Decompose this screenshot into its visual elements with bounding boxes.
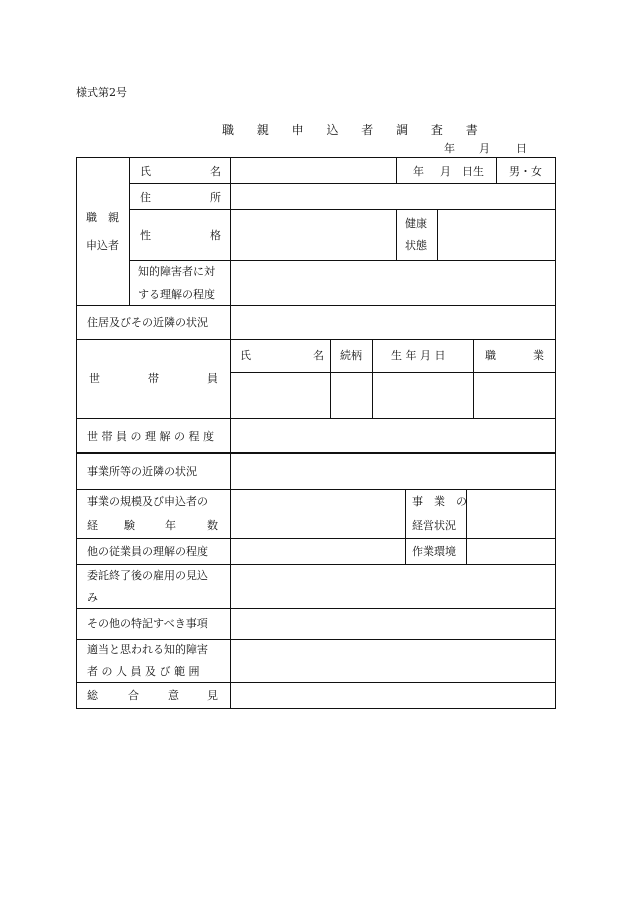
suitable-range-label-2: 者 の 人 員 及 び 範 囲	[87, 665, 200, 678]
overall-opinion-label-3: 意	[168, 689, 179, 702]
health-label-2: 状態	[405, 239, 427, 252]
household-col-name-right: 名	[313, 349, 324, 362]
household-label-3: 員	[207, 372, 218, 385]
document-title: 職 親 申 込 者 調 査 書	[222, 123, 488, 137]
business-scale-label-2d: 数	[207, 519, 218, 532]
applicant-group-label-2: 申込者	[86, 239, 119, 252]
business-status-label-2: 経営状況	[412, 519, 456, 532]
suitable-range-label-1: 適当と思われる知的障害	[87, 643, 208, 656]
household-understanding-field[interactable]	[230, 418, 556, 454]
employment-outlook-label-2: み	[87, 591, 98, 604]
birth-day-label: 日生	[462, 165, 484, 178]
form-number: 様式第2号	[76, 86, 127, 99]
business-status-label-1: 事 業 の	[412, 495, 467, 508]
employment-outlook-label-1: 委託終了後の雇用の見込	[87, 569, 208, 582]
special-notes-field[interactable]	[230, 608, 556, 640]
understanding-label-2: する理解の程度	[138, 288, 215, 301]
overall-opinion-field[interactable]	[230, 682, 556, 709]
business-scale-label-2b: 験	[124, 519, 135, 532]
name-label-left: 氏	[140, 165, 151, 178]
name-label-right: 名	[210, 165, 221, 178]
overall-opinion-label-1: 総	[87, 689, 98, 702]
household-col-relation-label: 続柄	[340, 349, 362, 362]
residence-label: 住居及びその近隣の状況	[87, 316, 208, 329]
employment-outlook-field[interactable]	[230, 564, 556, 609]
business-neighborhood-label: 事業所等の近隣の状況	[87, 465, 197, 478]
household-label-2: 帯	[148, 372, 159, 385]
address-field[interactable]	[230, 183, 556, 210]
understanding-label-1: 知的障害者に対	[138, 265, 215, 278]
character-field[interactable]	[230, 209, 397, 261]
household-label-1: 世	[89, 372, 100, 385]
residence-field[interactable]	[230, 305, 556, 340]
birth-month-label: 月	[440, 165, 451, 178]
household-relation-field[interactable]	[330, 372, 373, 419]
date-day-label: 日	[516, 142, 527, 155]
other-employees-label: 他の従業員の理解の程度	[87, 545, 208, 558]
overall-opinion-label-2: 合	[128, 689, 139, 702]
business-status-field[interactable]	[466, 489, 556, 539]
household-col-birth-label: 生 年 月 日	[391, 349, 446, 362]
overall-opinion-label-4: 見	[207, 689, 218, 702]
work-environment-field[interactable]	[466, 538, 556, 565]
applicant-group-cell	[76, 157, 130, 306]
household-job-field[interactable]	[473, 372, 556, 419]
address-label-left: 住	[140, 191, 151, 204]
sex-options: 男・女	[509, 165, 542, 178]
date-year-label: 年	[444, 142, 455, 155]
household-col-name-left: 氏	[240, 349, 251, 362]
character-label-right: 格	[210, 229, 221, 242]
household-col-job-right: 業	[533, 349, 544, 362]
address-label-right: 所	[210, 191, 221, 204]
name-field[interactable]	[230, 157, 397, 184]
health-field[interactable]	[437, 209, 556, 261]
work-environment-label: 作業環境	[412, 545, 456, 558]
business-scale-label-2c: 年	[165, 519, 176, 532]
birth-year-label: 年	[413, 165, 424, 178]
household-name-field[interactable]	[230, 372, 331, 419]
household-col-job-left: 職	[485, 349, 496, 362]
business-neighborhood-field[interactable]	[230, 453, 556, 490]
character-label-left: 性	[140, 229, 151, 242]
understanding-field[interactable]	[230, 260, 556, 306]
suitable-range-field[interactable]	[230, 639, 556, 683]
special-notes-label: その他の特記すべき事項	[87, 617, 208, 630]
household-understanding-label: 世 帯 員 の 理 解 の 程 度	[87, 430, 214, 443]
applicant-group-label-1: 職 親	[86, 211, 119, 224]
business-scale-field[interactable]	[230, 489, 406, 539]
other-employees-field[interactable]	[230, 538, 406, 565]
business-scale-label-1: 事業の規模及び申込者の	[87, 495, 208, 508]
household-birth-field[interactable]	[372, 372, 474, 419]
health-label-1: 健康	[405, 217, 427, 230]
business-scale-label-2a: 経	[87, 519, 98, 532]
date-month-label: 月	[479, 142, 490, 155]
